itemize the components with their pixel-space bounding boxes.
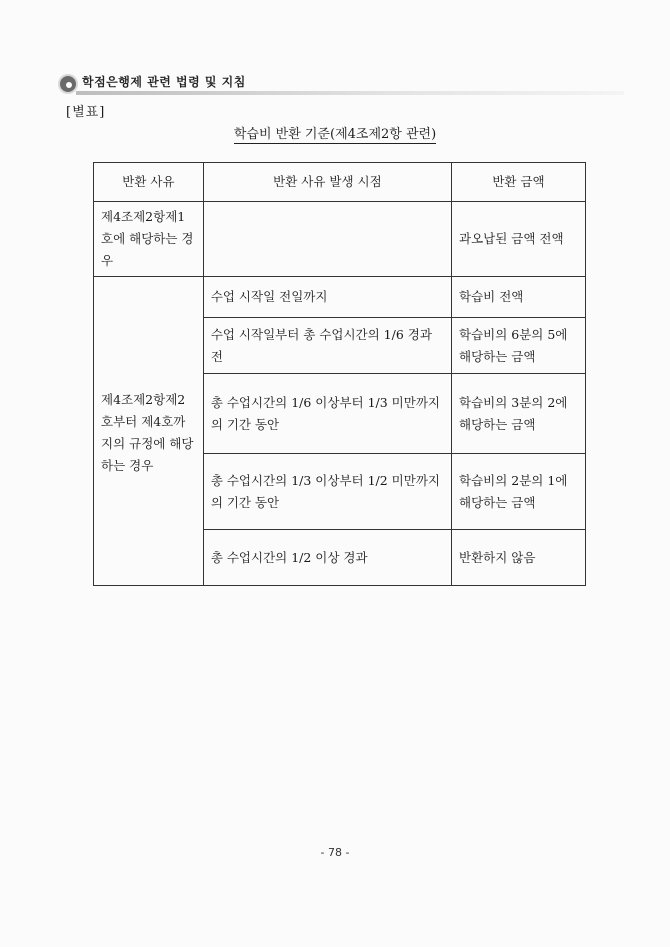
header-timing: 반환 사유 발생 시점: [203, 163, 451, 202]
table-row: [94, 202, 586, 277]
timing-cell: 수업 시작일부터 총 수업시간의 1/6 경과 전: [203, 318, 451, 374]
amount-cell: 과오납된 금액 전액: [452, 202, 586, 277]
reason-cell: 제4조제2항제1호에 해당하는 경우: [94, 202, 204, 277]
document-title: 학습비 반환 기준(제4조제2항 관련): [233, 127, 437, 142]
annex-label: [별표]: [66, 105, 106, 120]
table-row: [94, 277, 586, 318]
header-rule: [76, 91, 624, 95]
table-header-row: [94, 163, 586, 202]
header-title: 학점은행제 관련 법령 및 지침: [82, 75, 246, 89]
refund-table: [93, 162, 586, 586]
timing-cell: 수업 시작일 전일까지: [203, 277, 451, 318]
amount-cell: 학습비의 3분의 2에 해당하는 금액: [452, 374, 586, 454]
page-number: - 78 -: [320, 846, 350, 859]
amount-cell: 반환하지 않음: [452, 530, 586, 586]
amount-cell: 학습비의 6분의 5에 해당하는 금액: [452, 318, 586, 374]
header-amount: 반환 금액: [452, 163, 586, 202]
timing-cell: 총 수업시간의 1/3 이상부터 1/2 미만까지의 기간 동안: [203, 454, 451, 530]
amount-cell: 학습비의 2분의 1에 해당하는 금액: [452, 454, 586, 530]
timing-cell: 총 수업시간의 1/2 이상 경과: [203, 530, 451, 586]
page-header: [58, 72, 618, 90]
amount-cell: 학습비 전액: [452, 277, 586, 318]
timing-cell: 총 수업시간의 1/6 이상부터 1/3 미만까지의 기간 동안: [203, 374, 451, 454]
group-reason-cell: 제4조제2항제2호부터 제4호까지의 규정에 해당하는 경우: [94, 277, 204, 586]
header-reason: 반환 사유: [94, 163, 204, 202]
header-bullet-icon: [58, 74, 78, 94]
document-title-container: [0, 123, 670, 142]
timing-cell: [203, 202, 451, 277]
